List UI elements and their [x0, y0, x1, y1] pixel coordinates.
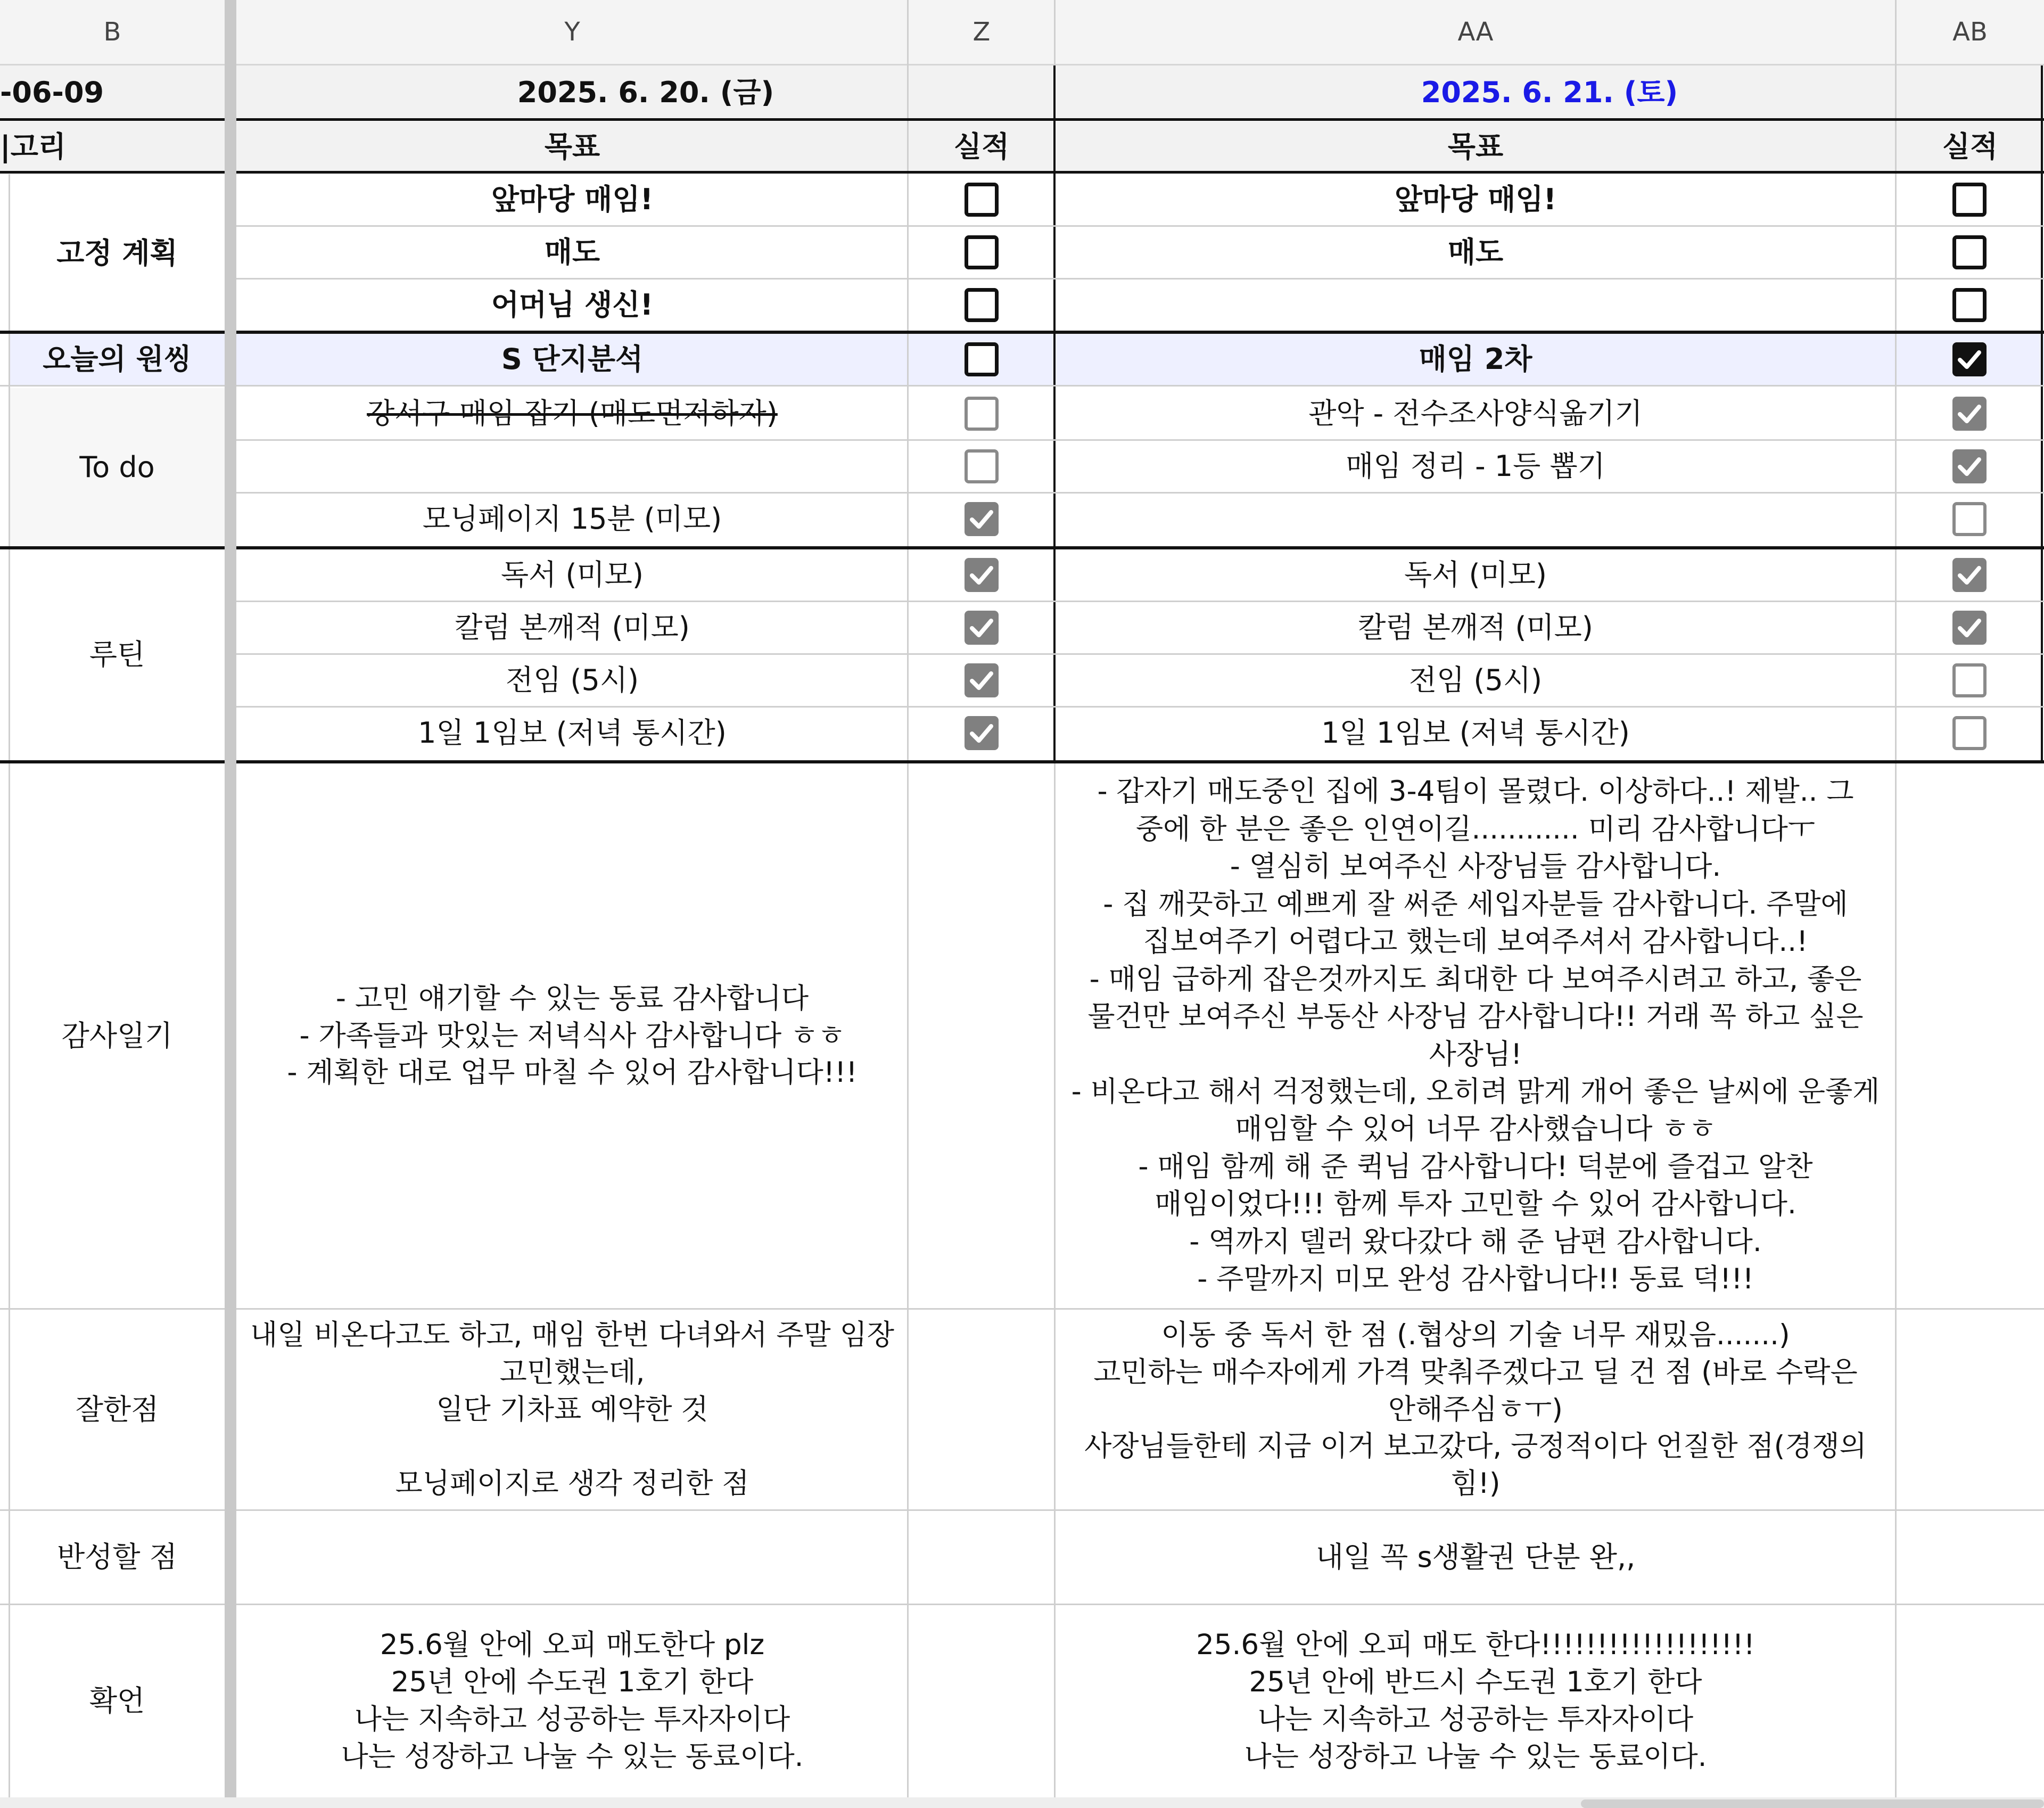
day2-one-thing[interactable]: 매임 2차 — [1419, 342, 1532, 376]
day1-routine-2[interactable]: 칼럼 본깨적 (미모) — [455, 611, 690, 645]
day2-routine-3[interactable]: 전임 (5시) — [1408, 663, 1543, 697]
category-one-thing[interactable]: 오늘의 원씽 — [10, 334, 225, 385]
day2-gratitude[interactable]: - 갑자기 매도중인 집에 3-4팀이 몰렸다. 이상하다..! 제발.. 그 중에 한 분은 좋은 인연이길............ 미리 감사합니다ㅜ - 열심히 보여주신 사장님들 감사합니다. - 집 깨끗하고 예쁘게 잘 써준 세입자분들 감사합니다. 주말에 집보여주기 어렵다고 했는데 보여주셔서 감사합니다..! - 매임 급하게 잡은것까지도 최대한 다 보여주시려고 하고, 좋은 물건만 보여주신 부동산 사장님 감사합니다!! 거래 꼭 하고 싶은 사장님! - 비온다고 해서 걱정했는데, 오히려 맑게 개어 좋은 날씨에 운좋게 매임할 수 있어 너무 감사했습니다 ㅎㅎ - 매임 함께 해 준 퀵님 감사합니다! 덕분에 즐겁고 알찬 매임이었다!!! 함께 투자 고민할 수 있어 감사합니다. - 역까지 델러 왔다갔다 해 준 남편 감사합니다. - 주말까지 미모 완성 감사합니다!! 동료 덕!!! — [1071, 775, 1880, 1296]
day1-todo-2[interactable] — [236, 441, 908, 492]
day1-one-thing[interactable]: S 단지분석 — [501, 342, 644, 376]
grid-line — [1054, 762, 1056, 1797]
checkbox-z-1[interactable] — [965, 183, 999, 217]
day2-routine-2[interactable]: 칼럼 본깨적 (미모) — [1358, 611, 1593, 645]
day1-result-header[interactable]: 실적 — [908, 121, 1055, 172]
checkbox-z-4[interactable] — [965, 342, 999, 376]
header-border — [0, 118, 2044, 121]
day1-todo-3[interactable]: 모닝페이지 15분 (미모) — [422, 502, 722, 536]
checkbox-ab-9[interactable] — [1952, 611, 1987, 645]
category-well-done[interactable]: 잘한점 — [75, 1392, 159, 1426]
checkbox-z-6[interactable] — [965, 449, 999, 483]
grid-line — [236, 492, 2044, 494]
section-border — [0, 546, 2044, 549]
grid-line — [0, 225, 225, 227]
category-todo[interactable]: To do — [10, 388, 225, 546]
day1-fixed-2[interactable]: 매도 — [544, 235, 600, 269]
checkbox-ab-1[interactable] — [1952, 183, 1987, 217]
day1-todo-1[interactable]: 강서구 매임 잡기 (매도먼저하자) — [367, 397, 778, 431]
checkbox-ab-3[interactable] — [1952, 288, 1987, 322]
day1-reflect[interactable] — [236, 1511, 908, 1604]
day2-fixed-3[interactable] — [1055, 280, 1896, 331]
day1-gratitude[interactable]: - 고민 얘기할 수 있는 동료 감사합니다 - 가족들과 맛있는 저녁식사 감사합니다 ㅎㅎ - 계획한 대로 업무 마칠 수 있어 감사합니다!!! — [287, 982, 858, 1089]
day1-fixed-1[interactable]: 앞마당 매임! — [491, 183, 654, 217]
grid-line — [9, 174, 10, 1797]
horizontal-scrollbar[interactable] — [1581, 1799, 2044, 1808]
grid-line — [907, 0, 909, 1797]
day1-well-done[interactable]: 내일 비온다고도 하고, 매임 한번 다녀와서 주말 임장 고민했는데, 일단 기차표 예약한 것 모닝페이지로 생각 정리한 점 — [250, 1318, 894, 1500]
header-border — [0, 171, 2044, 174]
grid-line — [1054, 0, 1056, 65]
day2-affirm[interactable]: 25.6월 안에 오피 매도 한다!!!!!!!!!!!!!!!!!!! 25년 안에 반드시 수도권 1호기 한다 나는 지속하고 성공하는 투자자이다 나는 성장하고 나눌 수 있는 동료이다. — [1196, 1629, 1755, 1773]
checkbox-z-5[interactable] — [965, 397, 999, 431]
grid-line — [1895, 0, 1897, 1797]
day2-result-header[interactable]: 실적 — [1896, 121, 2044, 172]
checkbox-ab-2[interactable] — [1952, 235, 1987, 269]
day2-routine-1[interactable]: 독서 (미모) — [1404, 558, 1547, 592]
grid-line — [236, 278, 2044, 280]
column-header-aa[interactable]: AA — [1055, 0, 1896, 65]
checkbox-z-8[interactable] — [965, 558, 999, 592]
day2-date[interactable]: 2025. 6. 21. (토) — [1055, 65, 2044, 120]
section-border — [0, 760, 2044, 763]
checkbox-ab-4[interactable] — [1952, 342, 1987, 376]
day-separator — [1053, 65, 1056, 762]
day1-routine-4[interactable]: 1일 1임보 (저녁 통시간) — [418, 716, 727, 750]
grid-line — [0, 1509, 2044, 1511]
day2-todo-2[interactable]: 매임 정리 - 1등 뽑기 — [1346, 449, 1605, 483]
grid-line — [236, 439, 2044, 441]
category-fixed-plan[interactable]: 고정 계획 — [56, 236, 178, 270]
grid-line — [0, 1308, 2044, 1310]
day2-todo-3[interactable] — [1055, 494, 1896, 545]
day1-date[interactable]: 2025. 6. 20. (금) — [236, 65, 1055, 120]
checkbox-ab-7[interactable] — [1952, 502, 1987, 536]
checkbox-z-9[interactable] — [965, 611, 999, 645]
grid-line — [236, 653, 2044, 655]
column-header-ab[interactable]: AB — [1896, 0, 2044, 65]
day2-fixed-2[interactable]: 매도 — [1447, 235, 1504, 269]
column-header-b[interactable]: B — [0, 0, 225, 65]
checkbox-ab-6[interactable] — [1952, 449, 1987, 483]
category-gratitude[interactable]: 감사일기 — [61, 1018, 173, 1053]
day2-fixed-1[interactable]: 앞마당 매임! — [1394, 183, 1557, 217]
grid-line — [236, 601, 2044, 602]
checkbox-z-10[interactable] — [965, 663, 999, 697]
section-border — [0, 385, 2044, 387]
checkbox-ab-11[interactable] — [1952, 716, 1987, 750]
day2-routine-4[interactable]: 1일 1임보 (저녁 통시간) — [1321, 716, 1630, 750]
day2-well-done[interactable]: 이동 중 독서 한 점 (.협상의 기술 너무 재밌음.......) 고민하는 매수자에게 가격 맞춰주겠다고 딜 건 점 (바로 수락은 안해주심ㅎㅜ) 사장님들한테 지금 이거 보고갔다, 긍정적이다 언질한 점(경쟁의 힘!) — [1084, 1318, 1867, 1500]
category-affirm[interactable]: 확언 — [89, 1684, 145, 1718]
left-date-fragment[interactable]: -06-09 — [0, 65, 225, 120]
grid-line — [236, 225, 2044, 227]
category-routine[interactable]: 루틴 — [89, 638, 145, 672]
day1-affirm[interactable]: 25.6월 안에 오피 매도한다 plz 25년 안에 수도권 1호기 한다 나는 지속하고 성공하는 투자자이다 나는 성장하고 나눌 수 있는 동료이다. — [341, 1629, 804, 1773]
checkbox-z-3[interactable] — [965, 288, 999, 322]
day1-goal-header[interactable]: 목표 — [236, 121, 908, 172]
day2-reflect[interactable]: 내일 꼭 s생활권 단분 완,, — [1315, 1540, 1636, 1574]
checkbox-z-11[interactable] — [965, 716, 999, 750]
day2-goal-header[interactable]: 목표 — [1055, 121, 1896, 172]
checkbox-ab-10[interactable] — [1952, 663, 1987, 697]
day1-routine-1[interactable]: 독서 (미모) — [501, 558, 644, 592]
section-border — [0, 331, 2044, 334]
checkbox-ab-8[interactable] — [1952, 558, 1987, 592]
day1-routine-3[interactable]: 전임 (5시) — [505, 663, 639, 697]
grid-line — [0, 1604, 2044, 1605]
right-edge — [2041, 65, 2043, 762]
column-header-y[interactable]: Y — [236, 0, 908, 65]
frozen-pane-divider[interactable] — [225, 0, 236, 1808]
day2-todo-1[interactable]: 관악 - 전수조사양식옮기기 — [1308, 397, 1643, 431]
grid-line — [236, 706, 2044, 708]
checkbox-ab-5[interactable] — [1952, 397, 1987, 431]
checkbox-z-7[interactable] — [965, 502, 999, 536]
category-reflect[interactable]: 반성할 점 — [57, 1540, 177, 1574]
checkbox-z-2[interactable] — [965, 235, 999, 269]
left-category-fragment[interactable]: |고리 — [0, 121, 225, 172]
column-header-z[interactable]: Z — [908, 0, 1055, 65]
day1-fixed-3[interactable]: 어머님 생신! — [491, 288, 654, 322]
